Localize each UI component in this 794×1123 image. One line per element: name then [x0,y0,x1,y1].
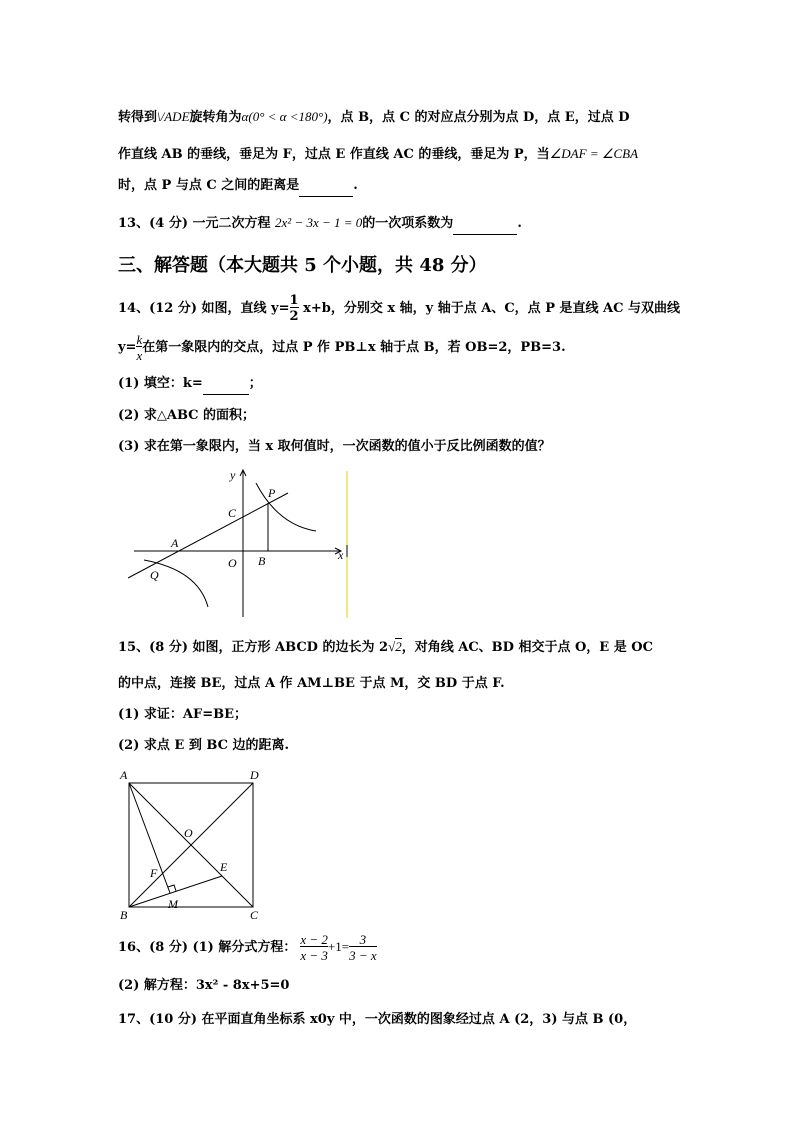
q13-equation: 2x² − 3x − 1 = 0 [275,215,363,230]
q12-text: 旋转角为 [189,110,242,125]
label-d: D [250,768,259,782]
plus-one-equals: +1= [327,939,350,954]
q16-part-1 [118,929,377,966]
q14-line-1 [118,294,680,323]
q12-text: 作直线 AB 的垂线，垂足为 F，过点 E 作直线 AC 的垂线，垂足为 P，当 [118,147,550,162]
label-b: B [258,554,266,568]
label-c: C [228,506,237,520]
fraction-numerator: x − 2 [300,932,328,947]
label-f: F [150,866,158,880]
label-m: M [168,897,178,911]
angle-condition: ∠DAF = ∠CBA [549,146,639,161]
q13-line [118,213,522,235]
q16-text: 16、(8 分) (1) 解分式方程： [118,940,297,955]
label-x: x [338,548,344,562]
fraction-denominator: x [136,348,143,363]
sqrt-argument: 2 [395,639,402,654]
triangle-ade: \/ADE [157,109,190,124]
q15-part-1: (1) 求证：AF=BE； [118,707,247,722]
fraction-one-half [290,294,299,323]
fraction-left [300,933,328,962]
q15-text: 15、(8 分) 如图，正方形 ABCD 的边长为 2 [118,640,389,655]
q12-line-3 [118,176,358,197]
sqrt-symbol: √ [388,639,396,654]
q12-text: 时，点 P 与点 C 之间的距离是 [118,178,300,193]
label-a: A [120,768,128,782]
label-c: C [250,908,259,921]
fraction-denominator: 3 − x [349,948,377,963]
fraction-right [349,933,377,962]
fraction-numerator: 3 [359,932,367,947]
q13-text: 的一次项系数为 [362,216,454,231]
q15-part-2: (2) 求点 E 到 BC 边的距离. [118,738,289,753]
q17-line-1: 17、(10 分) 在平面直角坐标系 x0y 中，一次函数的图象经过点 A (2，3) 与点 B (0， [118,1012,637,1027]
q15-text: ，对角线 AC、BD 相交于点 O，E 是 OC [401,640,653,655]
answer-blank[interactable] [299,176,353,197]
fraction-numerator: 1 [289,293,299,308]
alpha-symbol: α [241,109,249,124]
q14-text: ； [248,376,262,391]
label-o: O [184,826,193,840]
q15-line-1 [118,637,653,658]
label-q: Q [150,568,159,582]
q12-text: 转得到 [118,110,158,125]
answer-blank[interactable] [203,374,249,395]
label-e: E [220,860,228,874]
q12-text: ，点 B，点 C 的对应点分别为点 D，点 E，过点 D [327,110,630,125]
q15-figure [116,765,276,921]
q14-text: y= [118,340,137,355]
q14-text: (1) 填空：k= [118,376,203,391]
answer-blank[interactable] [453,214,517,235]
label-p: P [268,486,276,500]
q16-part-2: (2) 解方程：3x² - 8x+5=0 [118,978,290,993]
label-y: y [230,468,236,482]
q15-line-2: 的中点，连接 BE，过点 A 作 AM⊥BE 于点 M，交 BD 于点 F. [118,676,505,691]
q14-text: 在第一象限内的交点，过点 P 作 PB⊥x 轴于点 B，若 OB=2，PB=3. [142,340,566,355]
q14-part-1 [118,374,262,395]
angle-range: (0° < α <180°) [248,109,328,124]
q12-line-1 [118,107,630,128]
q12-line-2 [118,144,638,165]
fraction-numerator: k [136,332,143,347]
q13-text: 13、(4 分) 一元二次方程 [118,216,271,231]
q12-text: . [353,178,358,193]
q13-text: . [517,216,522,231]
fraction-denominator: 2 [289,309,299,324]
label-a: A [171,536,179,550]
fraction-denominator: x − 3 [300,948,328,963]
section-heading: 三、解答题（本大题共 5 个小题，共 48 分） [118,255,487,276]
q14-text: x+b，分别交 x 轴，y 轴于点 A、C，点 P 是直线 AC 与双曲线 [303,301,680,316]
label-o: O [228,556,237,570]
q14-part-2: (2) 求△ABC 的面积； [118,408,256,423]
label-b: B [120,908,128,921]
q14-part-3: (3) 求在第一象限内，当 x 取何值时，一次函数的值小于反比例函数的值？ [118,439,551,454]
q14-text: 14、(12 分) 如图，直线 y= [118,301,290,316]
hyperbola-branch-1 [256,483,316,531]
q14-figure [128,465,358,620]
q14-line-2 [118,333,566,362]
